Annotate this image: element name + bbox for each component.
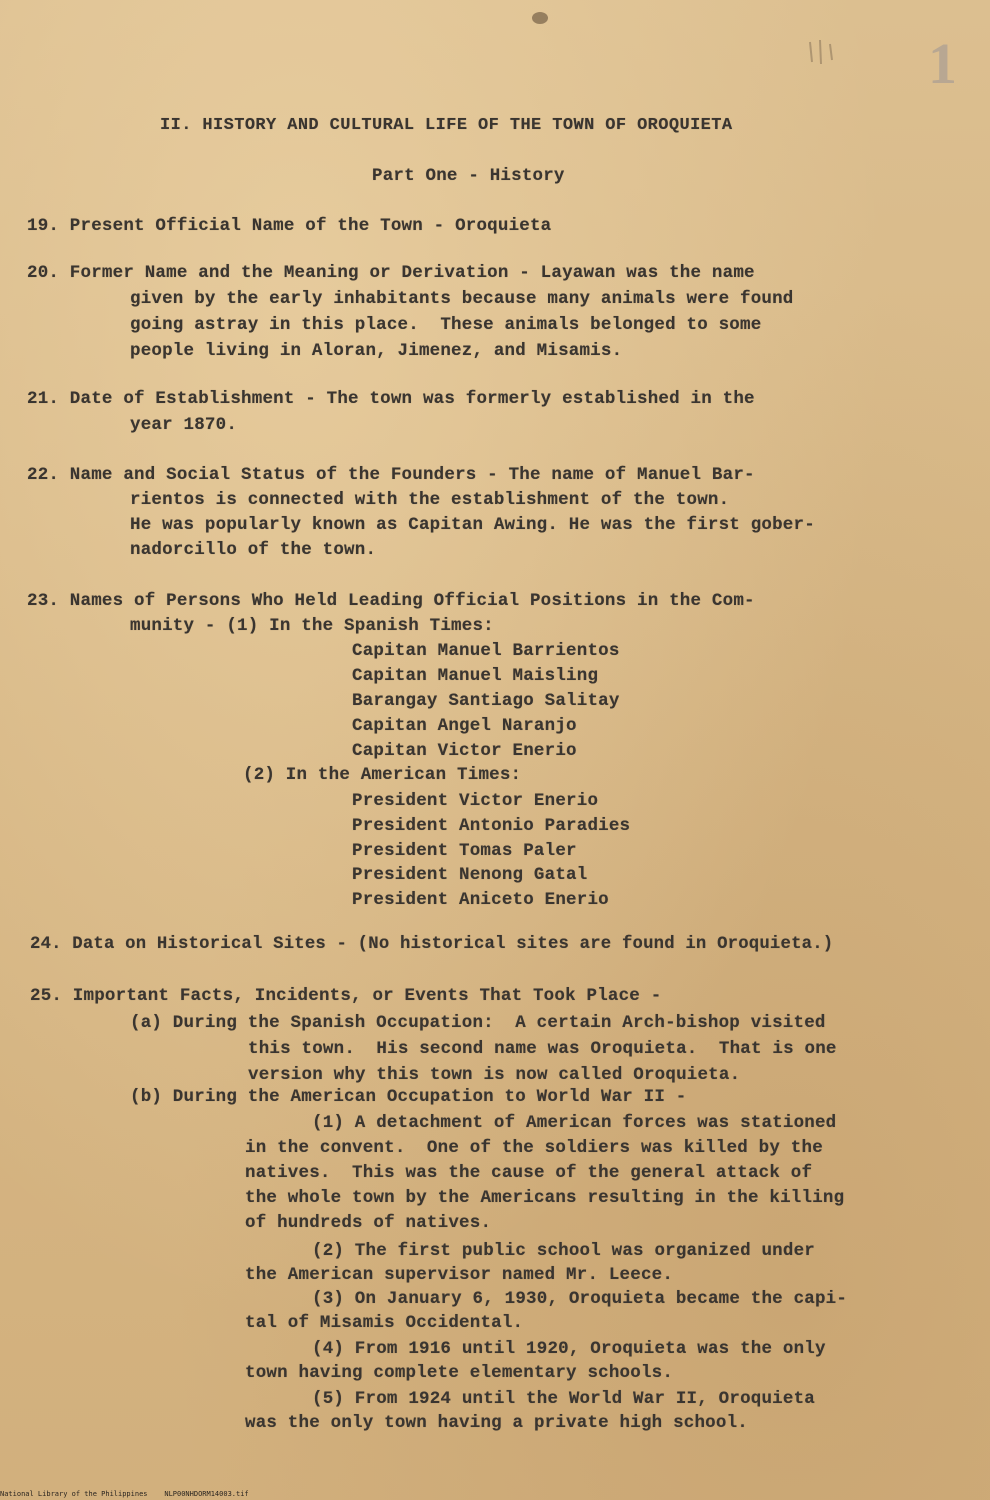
item-21-line: year 1870. <box>130 415 238 435</box>
spanish-official: Capitan Manuel Maisling <box>352 666 599 686</box>
item-23-line: (2) In the American Times: <box>243 765 522 785</box>
american-official: President Tomas Paler <box>352 841 577 861</box>
item-25-line: (b) During the American Occupation to World War II - <box>130 1087 687 1107</box>
item-20-line: going astray in this place. These animals belonged to some <box>130 315 762 335</box>
american-official: President Aniceto Enerio <box>352 890 609 910</box>
faint-marks <box>806 38 838 66</box>
item-22-line: nadorcillo of the town. <box>130 540 377 560</box>
event-4-line: town having complete elementary schools. <box>245 1363 674 1383</box>
event-3-line: (3) On January 6, 1930, Oroquieta became the capi- <box>312 1289 848 1309</box>
item-19: 19. Present Official Name of the Town - Oroquieta <box>27 216 552 236</box>
item-25-line: version why this town is now called Oroquieta. <box>248 1065 741 1085</box>
item-20-line: 20. Former Name and the Meaning or Derivation - Layawan was the name <box>27 263 755 283</box>
item-25-line: this town. His second name was Oroquieta. That is one <box>248 1039 837 1059</box>
spanish-official: Capitan Manuel Barrientos <box>352 641 620 661</box>
event-1-line: of hundreds of natives. <box>245 1213 492 1233</box>
event-2-line: the American supervisor named Mr. Leece. <box>245 1265 674 1285</box>
document-title: II. HISTORY AND CULTURAL LIFE OF THE TOWN OF OROQUIETA <box>160 116 733 135</box>
spanish-official: Barangay Santiago Salitay <box>352 691 620 711</box>
event-5-line: was the only town having a private high school. <box>245 1413 748 1433</box>
ink-smudge <box>532 12 548 24</box>
event-2-line: (2) The first public school was organized under <box>312 1241 815 1261</box>
event-4-line: (4) From 1916 until 1920, Oroquieta was the only <box>312 1339 826 1359</box>
item-23-line: munity - (1) In the Spanish Times: <box>130 616 494 636</box>
spanish-official: Capitan Angel Naranjo <box>352 716 577 736</box>
item-20-line: given by the early inhabitants because many animals were found <box>130 289 794 309</box>
american-official: President Antonio Paradies <box>352 816 631 836</box>
item-21-line: 21. Date of Establishment - The town was formerly established in the <box>27 389 755 409</box>
spanish-official: Capitan Victor Enerio <box>352 741 577 761</box>
event-1-line: in the convent. One of the soldiers was killed by the <box>245 1138 823 1158</box>
item-25-line: 25. Important Facts, Incidents, or Events That Took Place - <box>30 986 662 1006</box>
event-5-line: (5) From 1924 until the World War II, Oroquieta <box>312 1389 815 1409</box>
item-22-line: rientos is connected with the establishment of the town. <box>130 490 730 510</box>
american-official: President Victor Enerio <box>352 791 599 811</box>
event-1-line: the whole town by the Americans resulting in the killing <box>245 1188 845 1208</box>
american-official: President Nenong Gatal <box>352 865 588 885</box>
event-1-line: natives. This was the cause of the general attack of <box>245 1163 813 1183</box>
item-24: 24. Data on Historical Sites - (No historical sites are found in Oroquieta.) <box>30 935 834 954</box>
item-23-line: 23. Names of Persons Who Held Leading Official Positions in the Com- <box>27 591 755 611</box>
event-1-line: (1) A detachment of American forces was stationed <box>312 1113 837 1133</box>
item-22-line: He was popularly known as Capitan Awing. He was the first gober- <box>130 515 815 535</box>
item-22-line: 22. Name and Social Status of the Founders - The name of Manuel Bar- <box>27 465 755 485</box>
item-20-line: people living in Aloran, Jimenez, and Misamis. <box>130 341 623 361</box>
section-subtitle: Part One - History <box>372 166 565 186</box>
event-3-line: tal of Misamis Occidental. <box>245 1313 524 1333</box>
archive-footer: National Library of the Philippines NLP00NHDORM14003.tif <box>0 1490 249 1498</box>
item-25-line: (a) During the Spanish Occupation: A certain Arch-bishop visited <box>130 1013 826 1033</box>
page-number-mark: 1 <box>928 31 957 96</box>
